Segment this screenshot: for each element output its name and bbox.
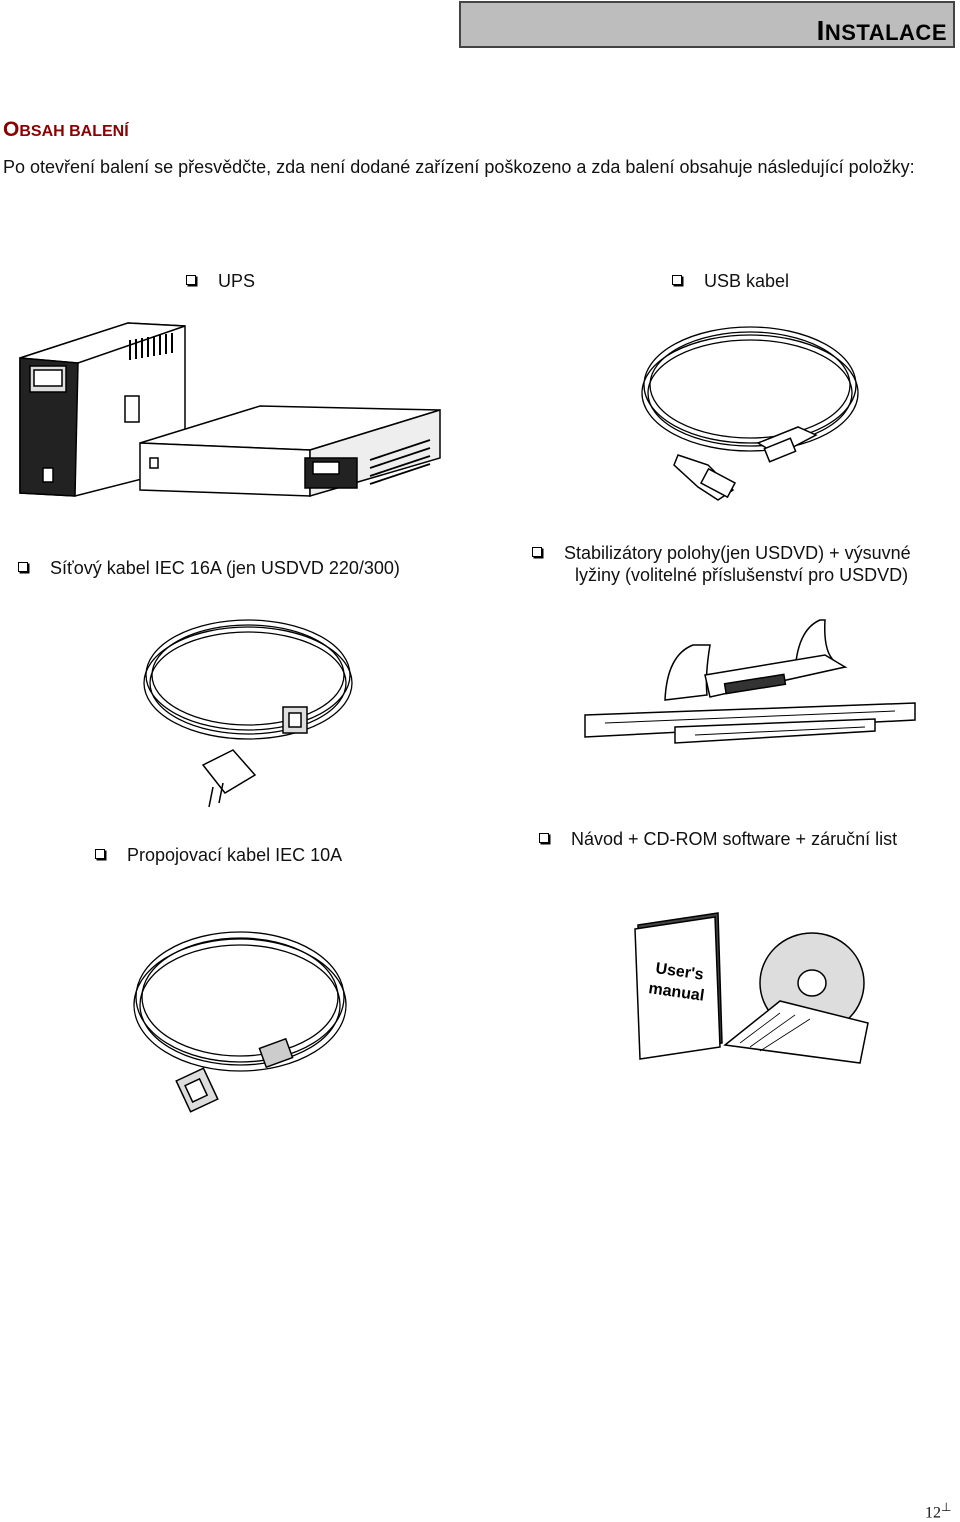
iec10-cable-illustration	[132, 925, 354, 1115]
checkbox-bullet-icon	[539, 833, 549, 843]
stabilizers-rails-illustration	[575, 615, 920, 755]
item-label-line1: Stabilizátory polohy(jen USDVD) + výsuvné	[564, 543, 911, 563]
manual-cd-illustration	[630, 905, 880, 1065]
manual-cover-line2: manual	[647, 980, 706, 1005]
item-label: Propojovací kabel IEC 10A	[127, 845, 343, 865]
list-item-stabilizers	[532, 542, 911, 564]
section-title-rest: BSAH BALENÍ	[19, 123, 129, 140]
checkbox-bullet-icon	[95, 849, 105, 859]
manual-cover-line1: User's	[654, 960, 705, 984]
list-item-manual	[539, 828, 897, 850]
list-item-stabilizers-line2	[575, 564, 908, 586]
checkbox-bullet-icon	[672, 275, 682, 285]
list-item-power-cable	[18, 557, 400, 579]
page-number	[925, 1500, 951, 1522]
checkbox-bullet-icon	[532, 547, 542, 557]
page-number-value: 12	[925, 1504, 941, 1522]
intro-paragraph: Po otevření balení se přesvědčte, zda není dodané zařízení poškozeno a zda balení obsahuje následující položky:	[3, 157, 915, 177]
checkbox-bullet-icon	[186, 275, 196, 285]
power-cable-illustration	[143, 615, 358, 820]
usb-cable-illustration	[638, 315, 868, 505]
section-title	[3, 118, 129, 142]
page-title-rest: NSTALACE	[824, 20, 947, 45]
ups-illustration	[10, 318, 450, 503]
item-label: Návod + CD-ROM software + záruční list	[571, 829, 898, 849]
list-item-ups	[186, 270, 255, 292]
header-banner	[459, 1, 955, 48]
page-title	[817, 15, 947, 47]
list-item-usb	[672, 270, 789, 292]
item-label: USB kabel	[704, 271, 790, 291]
item-label-line2: lyžiny (volitelné příslušenství pro USDVD)	[575, 565, 909, 585]
list-item-iec10	[95, 844, 342, 866]
section-title-initial: O	[3, 118, 20, 141]
item-label: UPS	[218, 271, 256, 291]
checkbox-bullet-icon	[18, 562, 28, 572]
item-label: Síťový kabel IEC 16A (jen USDVD 220/300)	[50, 558, 400, 578]
page-number-mark: ⊥	[941, 1500, 952, 1514]
page-title-initial: I	[816, 15, 825, 46]
